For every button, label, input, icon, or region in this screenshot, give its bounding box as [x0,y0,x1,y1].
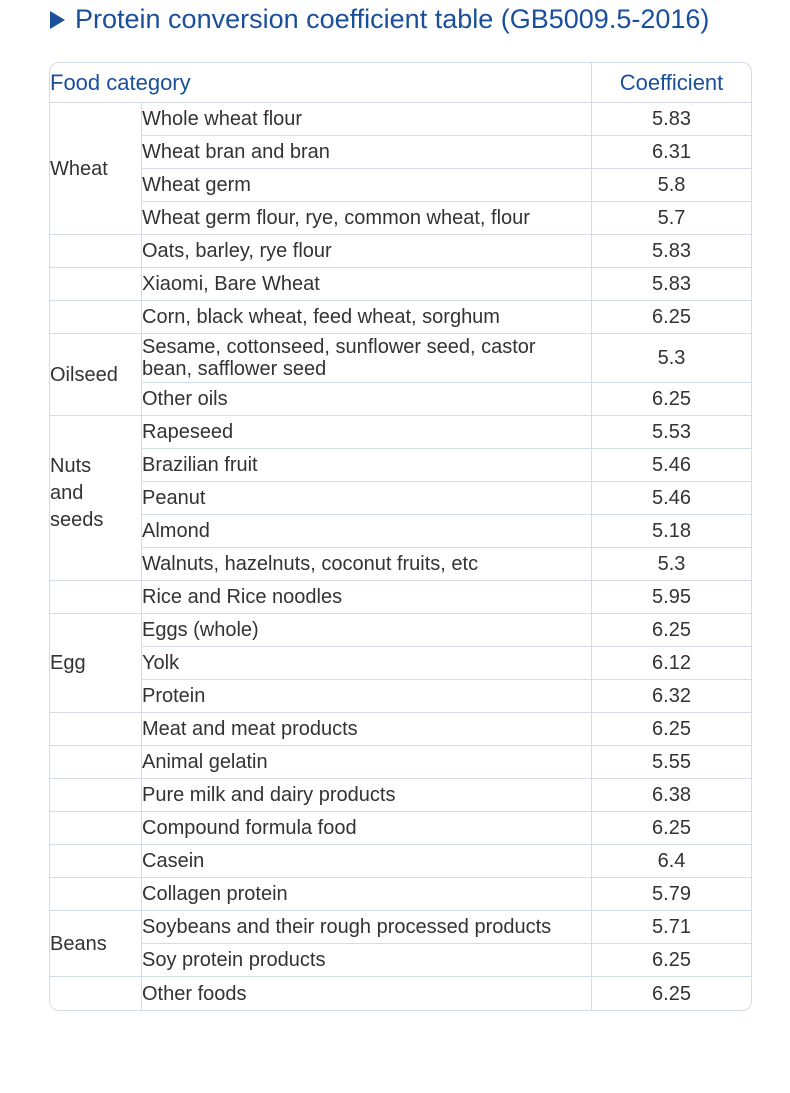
coefficient-value: 5.3 [592,548,751,581]
table-row [50,136,751,169]
food-name: Sesame, cottonseed, sunflower seed, castor bean, safflower seed [142,334,592,383]
coefficient-value: 6.25 [592,713,751,746]
coefficient-value: 6.38 [592,779,751,812]
coefficient-value: 6.12 [592,647,751,680]
table-row [50,845,751,878]
food-name: Walnuts, hazelnuts, coconut fruits, etc [142,548,592,581]
coefficient-table [49,62,752,1011]
coefficient-value: 6.25 [592,383,751,416]
table-row [50,169,751,202]
table-row [50,383,751,416]
table-row [50,746,751,779]
page-title [50,4,709,35]
coefficient-value: 5.83 [592,103,751,136]
table-row [50,944,751,977]
coefficient-value: 5.18 [592,515,751,548]
empty-category-cell [50,812,142,845]
empty-category-cell [50,581,142,614]
table-row [50,812,751,845]
table-row [50,779,751,812]
food-name: Eggs (whole) [142,614,592,647]
table-row [50,548,751,581]
table-row [50,268,751,301]
empty-category-cell [50,977,142,1010]
food-name: Whole wheat flour [142,103,592,136]
coefficient-value: 5.3 [592,334,751,383]
food-name: Other foods [142,977,592,1010]
empty-category-cell [50,845,142,878]
food-name: Yolk [142,647,592,680]
food-name: Brazilian fruit [142,449,592,482]
food-name: Wheat germ [142,169,592,202]
coefficient-value: 5.83 [592,268,751,301]
table-row [50,713,751,746]
table-row [50,515,751,548]
table-row [50,301,751,334]
food-name: Peanut [142,482,592,515]
triangle-bullet-icon [50,11,65,29]
coefficient-value: 5.8 [592,169,751,202]
table-row [50,647,751,680]
empty-category-cell [50,713,142,746]
food-name: Compound formula food [142,812,592,845]
food-name: Soybeans and their rough processed products [142,911,592,944]
table-row [50,614,751,647]
food-name: Xiaomi, Bare Wheat [142,268,592,301]
table-row [50,416,751,449]
table-row [50,482,751,515]
table-header-row [50,63,751,103]
header-coefficient: Coefficient [592,63,751,103]
food-name: Other oils [142,383,592,416]
table-row [50,449,751,482]
coefficient-value: 5.7 [592,202,751,235]
table-row [50,103,751,136]
food-name: Pure milk and dairy products [142,779,592,812]
table-row [50,977,751,1010]
empty-category-cell [50,268,142,301]
food-name: Almond [142,515,592,548]
category-wheat: Wheat [50,103,142,235]
food-name: Soy protein products [142,944,592,977]
table-row [50,878,751,911]
coefficient-value: 6.25 [592,301,751,334]
empty-category-cell [50,878,142,911]
food-name: Collagen protein [142,878,592,911]
coefficient-value: 5.71 [592,911,751,944]
table-row [50,235,751,268]
food-name: Corn, black wheat, feed wheat, sorghum [142,301,592,334]
table-row [50,334,751,383]
coefficient-value: 6.4 [592,845,751,878]
food-name: Rice and Rice noodles [142,581,592,614]
coefficient-value: 5.46 [592,449,751,482]
table-row [50,581,751,614]
coefficient-value: 5.53 [592,416,751,449]
food-name: Wheat bran and bran [142,136,592,169]
coefficient-value: 5.95 [592,581,751,614]
table-row [50,202,751,235]
category-oilseed: Oilseed [50,334,142,416]
category-egg: Egg [50,614,142,713]
coefficient-value: 5.79 [592,878,751,911]
coefficient-value: 6.32 [592,680,751,713]
food-name: Wheat germ flour, rye, common wheat, flour [142,202,592,235]
food-name: Casein [142,845,592,878]
header-food-category: Food category [50,63,592,103]
food-name: Animal gelatin [142,746,592,779]
coefficient-value: 6.25 [592,944,751,977]
coefficient-value: 5.46 [592,482,751,515]
coefficient-value: 6.25 [652,982,691,1005]
table-row [50,911,751,944]
empty-category-cell [50,779,142,812]
category-nuts-and-seeds [50,416,142,581]
category-beans: Beans [50,911,142,977]
food-name: Meat and meat products [142,713,592,746]
category-nuts-label: Nuts and seeds [50,455,104,531]
food-name: Protein [142,680,592,713]
food-name: Rapeseed [142,416,592,449]
table-row [50,680,751,713]
coefficient-value: 6.25 [592,614,751,647]
coefficient-value: 5.83 [592,235,751,268]
coefficient-value: 5.55 [592,746,751,779]
coefficient-value: 6.31 [592,136,751,169]
food-name: Oats, barley, rye flour [142,235,592,268]
page-title-text: Protein conversion coefficient table (GB5009.5-2016) [75,4,710,34]
empty-category-cell [50,235,142,268]
coefficient-value: 6.25 [592,812,751,845]
empty-category-cell [50,301,142,334]
empty-category-cell [50,746,142,779]
